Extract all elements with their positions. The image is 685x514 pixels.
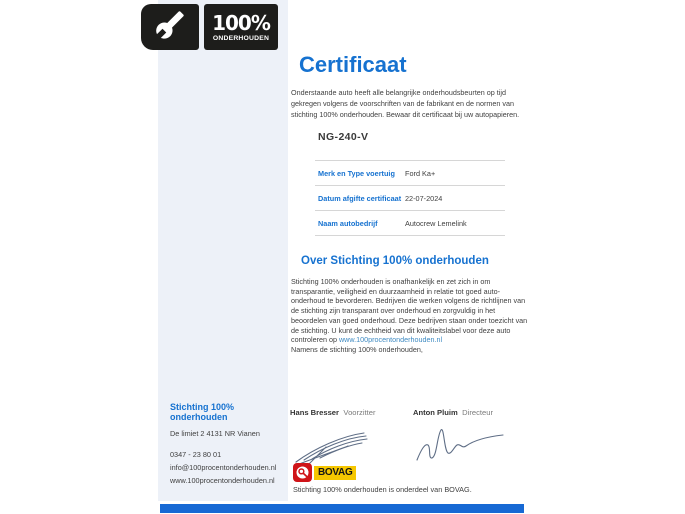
detail-value-datum: 22-07-2024	[405, 193, 443, 203]
bovag-wordmark: BOVAG	[314, 466, 356, 480]
logo-name: ONDERHOUDEN	[212, 34, 270, 42]
wrench-icon	[155, 10, 185, 45]
logo-percent: 100%	[212, 10, 270, 35]
bovag-note: Stichting 100% onderhouden is onderdeel van BOVAG.	[293, 485, 472, 494]
detail-value-autobedrijf: Autocrew Lemelink	[405, 218, 467, 228]
detail-label-autobedrijf: Naam autobedrijf	[318, 218, 378, 228]
table-row	[315, 160, 505, 185]
contact-block	[170, 402, 284, 489]
contact-org: Stichting 100% onderhouden	[170, 402, 235, 422]
signature-role: Voorzitter	[343, 408, 376, 417]
about-text-after: Namens de stichting 100% onderhouden,	[291, 345, 423, 355]
about-text-before: Stichting 100% onderhouden is onafhankelijk en zet zich in om transparantie, veiligheid en duurzaamheid in relatie tot goed auto-onderhoud te bevorderen. Bedrijven die werken volgens de richtlijnen van de stichting zijn transparant over onderhoud en zorgvuldig in het beoordelen van goed onderhoud. Deze bedrijven staan onder toezicht van de stichting. U kunt de echtheid van dit kwaliteitslabel voor deze auto controleren op	[291, 277, 528, 345]
contact-address: De limiet 2 4131 NR Vianen	[170, 429, 260, 438]
table-row	[315, 210, 505, 235]
signature-name: Anton Pluim	[413, 408, 458, 417]
contact-phone: 0347 - 23 80 01	[170, 450, 222, 459]
logo-wrench-box	[141, 4, 199, 50]
signature-name: Hans Bresser	[290, 408, 339, 417]
license-plate: NG-240-V	[318, 131, 369, 143]
about-paragraph	[291, 277, 532, 355]
detail-value-merk: Ford Ka+	[405, 168, 436, 178]
contact-email: info@100procentonderhouden.nl	[170, 463, 277, 472]
intro-paragraph: Onderstaande auto heeft alle belangrijke onderhoudsbeurten op tijd gekregen volgens de voorschriften van de fabrikant en de normen van stichting 100% onderhouden. Bewaar dit certificaat bij uw autopapieren.	[291, 88, 520, 119]
contact-website: www.100procentonderhouden.nl	[170, 476, 275, 485]
signature-role: Directeur	[462, 408, 493, 417]
details-table	[315, 160, 505, 236]
footer-accent-bar	[160, 504, 524, 513]
signature-scribble	[413, 422, 533, 473]
detail-label-datum: Datum afgifte certificaat	[318, 193, 402, 203]
brand-logo	[141, 4, 278, 50]
table-row	[315, 185, 505, 210]
page-title: Certificaat	[299, 52, 407, 77]
bovag-logo	[293, 463, 356, 482]
logo-text-box	[204, 4, 278, 50]
about-heading: Over Stichting 100% onderhouden	[301, 255, 489, 267]
bovag-mark-icon	[293, 463, 312, 482]
detail-label-merk: Merk en Type voertuig	[318, 168, 395, 178]
signature-block-directeur	[413, 402, 533, 473]
verification-link[interactable]: www.100procentonderhouden.nl	[338, 335, 443, 345]
